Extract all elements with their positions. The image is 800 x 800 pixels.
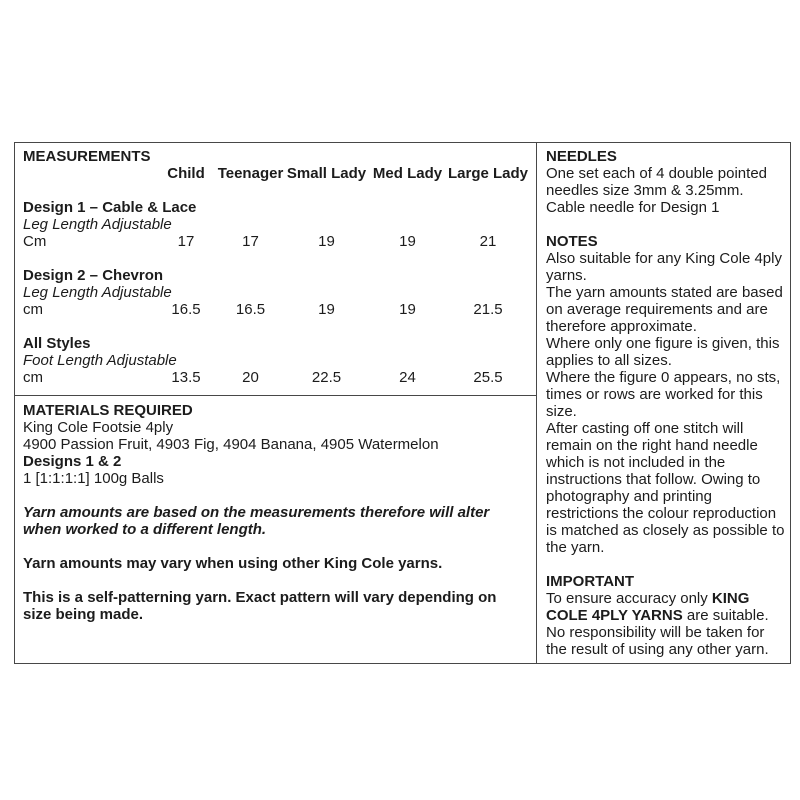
measurement-value: 21.5 xyxy=(473,301,503,318)
pattern-info-panel xyxy=(14,142,791,664)
size-column-header: Child xyxy=(167,165,205,182)
note-vary: Yarn amounts may vary when using other King Cole yarns. xyxy=(23,555,443,572)
spacer xyxy=(546,216,785,233)
design-group-sub-row xyxy=(23,216,528,233)
note-self-patterning: This is a self-patterning yarn. Exact pattern will vary depending on size being made. xyxy=(23,589,497,623)
note-alter: Yarn amounts are based on the measurements therefore will alter when worked to a different length. xyxy=(23,504,490,538)
spacer xyxy=(23,538,528,555)
size-column-header: Small Lady xyxy=(286,165,367,182)
measurements-title: MEASUREMENTS xyxy=(23,148,151,165)
note-paragraph: Where only one figure is given, this applies to all sizes. xyxy=(546,335,780,369)
spacer-row xyxy=(23,318,528,335)
size-column-header: Large Lady xyxy=(448,165,529,182)
measurement-value: 24 xyxy=(399,369,416,386)
measurement-value: 16.5 xyxy=(235,301,266,318)
needles-section xyxy=(546,148,785,216)
measurement-value: 20 xyxy=(242,369,259,386)
design-group-values-row xyxy=(23,233,528,250)
important-section xyxy=(546,573,785,658)
needles-title: NEEDLES xyxy=(546,148,617,165)
design-group-name-row xyxy=(23,335,528,352)
measurement-value: 19 xyxy=(399,233,416,250)
design-group-name: All Styles xyxy=(23,335,91,352)
design-group-subtitle: Foot Length Adjustable xyxy=(23,352,177,369)
unit-label: Cm xyxy=(23,233,47,250)
important-text-post: are suitable. xyxy=(682,607,769,624)
size-column-header: Med Lady xyxy=(372,165,443,182)
design-group-name: Design 1 – Cable & Lace xyxy=(23,199,197,216)
size-header-empty-cell xyxy=(23,165,157,182)
note-paragraph: The yarn amounts stated are based on average requirements and are therefore approximate. xyxy=(546,284,783,335)
important-yarn-emphasis: KING COLE 4PLY YARNS xyxy=(546,590,750,624)
needles-spec: One set each of 4 double pointed needles size 3mm & 3.25mm. xyxy=(546,165,768,199)
design-group-sub-row xyxy=(23,284,528,301)
design-group-values-row xyxy=(23,301,528,318)
designs-label: Designs 1 & 2 xyxy=(23,453,122,470)
spacer xyxy=(546,556,785,573)
measurement-value: 19 xyxy=(318,301,335,318)
design-group-subtitle: Leg Length Adjustable xyxy=(23,216,172,233)
design-group-values-row xyxy=(23,369,528,386)
design-group-name-row xyxy=(23,199,528,216)
measurement-value: 22.5 xyxy=(311,369,342,386)
spacer-row xyxy=(23,182,528,199)
important-title: IMPORTANT xyxy=(546,573,635,590)
measurement-value: 19 xyxy=(318,233,335,250)
measurement-value: 13.5 xyxy=(171,369,201,386)
measurement-value: 17 xyxy=(177,233,195,250)
note-paragraph: Where the figure 0 appears, no sts, times or rows are worked for this size. xyxy=(546,369,781,420)
measurements-table xyxy=(23,165,528,386)
size-column-header: Teenager xyxy=(217,165,284,182)
right-column xyxy=(537,143,790,663)
important-disclaimer: No responsibility will be taken for the result of using any other yarn. xyxy=(546,624,769,658)
unit-label: cm xyxy=(23,369,43,386)
measurement-value: 25.5 xyxy=(473,369,503,386)
spacer xyxy=(23,487,528,504)
yarn-shades: 4900 Passion Fruit, 4903 Fig, 4904 Banana, 4905 Watermelon xyxy=(23,436,439,453)
measurement-value: 21 xyxy=(479,233,497,250)
yarn-quantity: 1 [1:1:1:1] 100g Balls xyxy=(23,470,164,487)
measurement-value: 19 xyxy=(399,301,416,318)
materials-section xyxy=(15,396,536,663)
notes-title: NOTES xyxy=(546,233,598,250)
cable-needle-note: Cable needle for Design 1 xyxy=(546,199,720,216)
notes-section xyxy=(546,233,785,556)
yarn-name: King Cole Footsie 4ply xyxy=(23,419,174,436)
materials-title: MATERIALS REQUIRED xyxy=(23,402,193,419)
design-group-name: Design 2 – Chevron xyxy=(23,267,164,284)
unit-label: cm xyxy=(23,301,43,318)
note-paragraph: After casting off one stitch will remain on the right hand needle which is not included in the instructions that follow. Owing to photography and printing restrictions the colour reproduction is matched as closely as possible to the yarn. xyxy=(546,420,785,556)
note-paragraph: Also suitable for any King Cole 4ply yarns. xyxy=(546,250,782,284)
spacer-row xyxy=(23,250,528,267)
measurement-value: 16.5 xyxy=(171,301,201,318)
important-accuracy-note xyxy=(546,590,785,624)
important-text-pre: To ensure accuracy only xyxy=(546,590,712,607)
left-column xyxy=(15,143,537,663)
measurement-value: 17 xyxy=(242,233,259,250)
design-group-name-row xyxy=(23,267,528,284)
measurements-section xyxy=(15,143,536,396)
design-group-subtitle: Leg Length Adjustable xyxy=(23,284,172,301)
design-group-sub-row xyxy=(23,352,528,369)
spacer xyxy=(23,572,528,589)
size-header-row xyxy=(23,165,528,182)
